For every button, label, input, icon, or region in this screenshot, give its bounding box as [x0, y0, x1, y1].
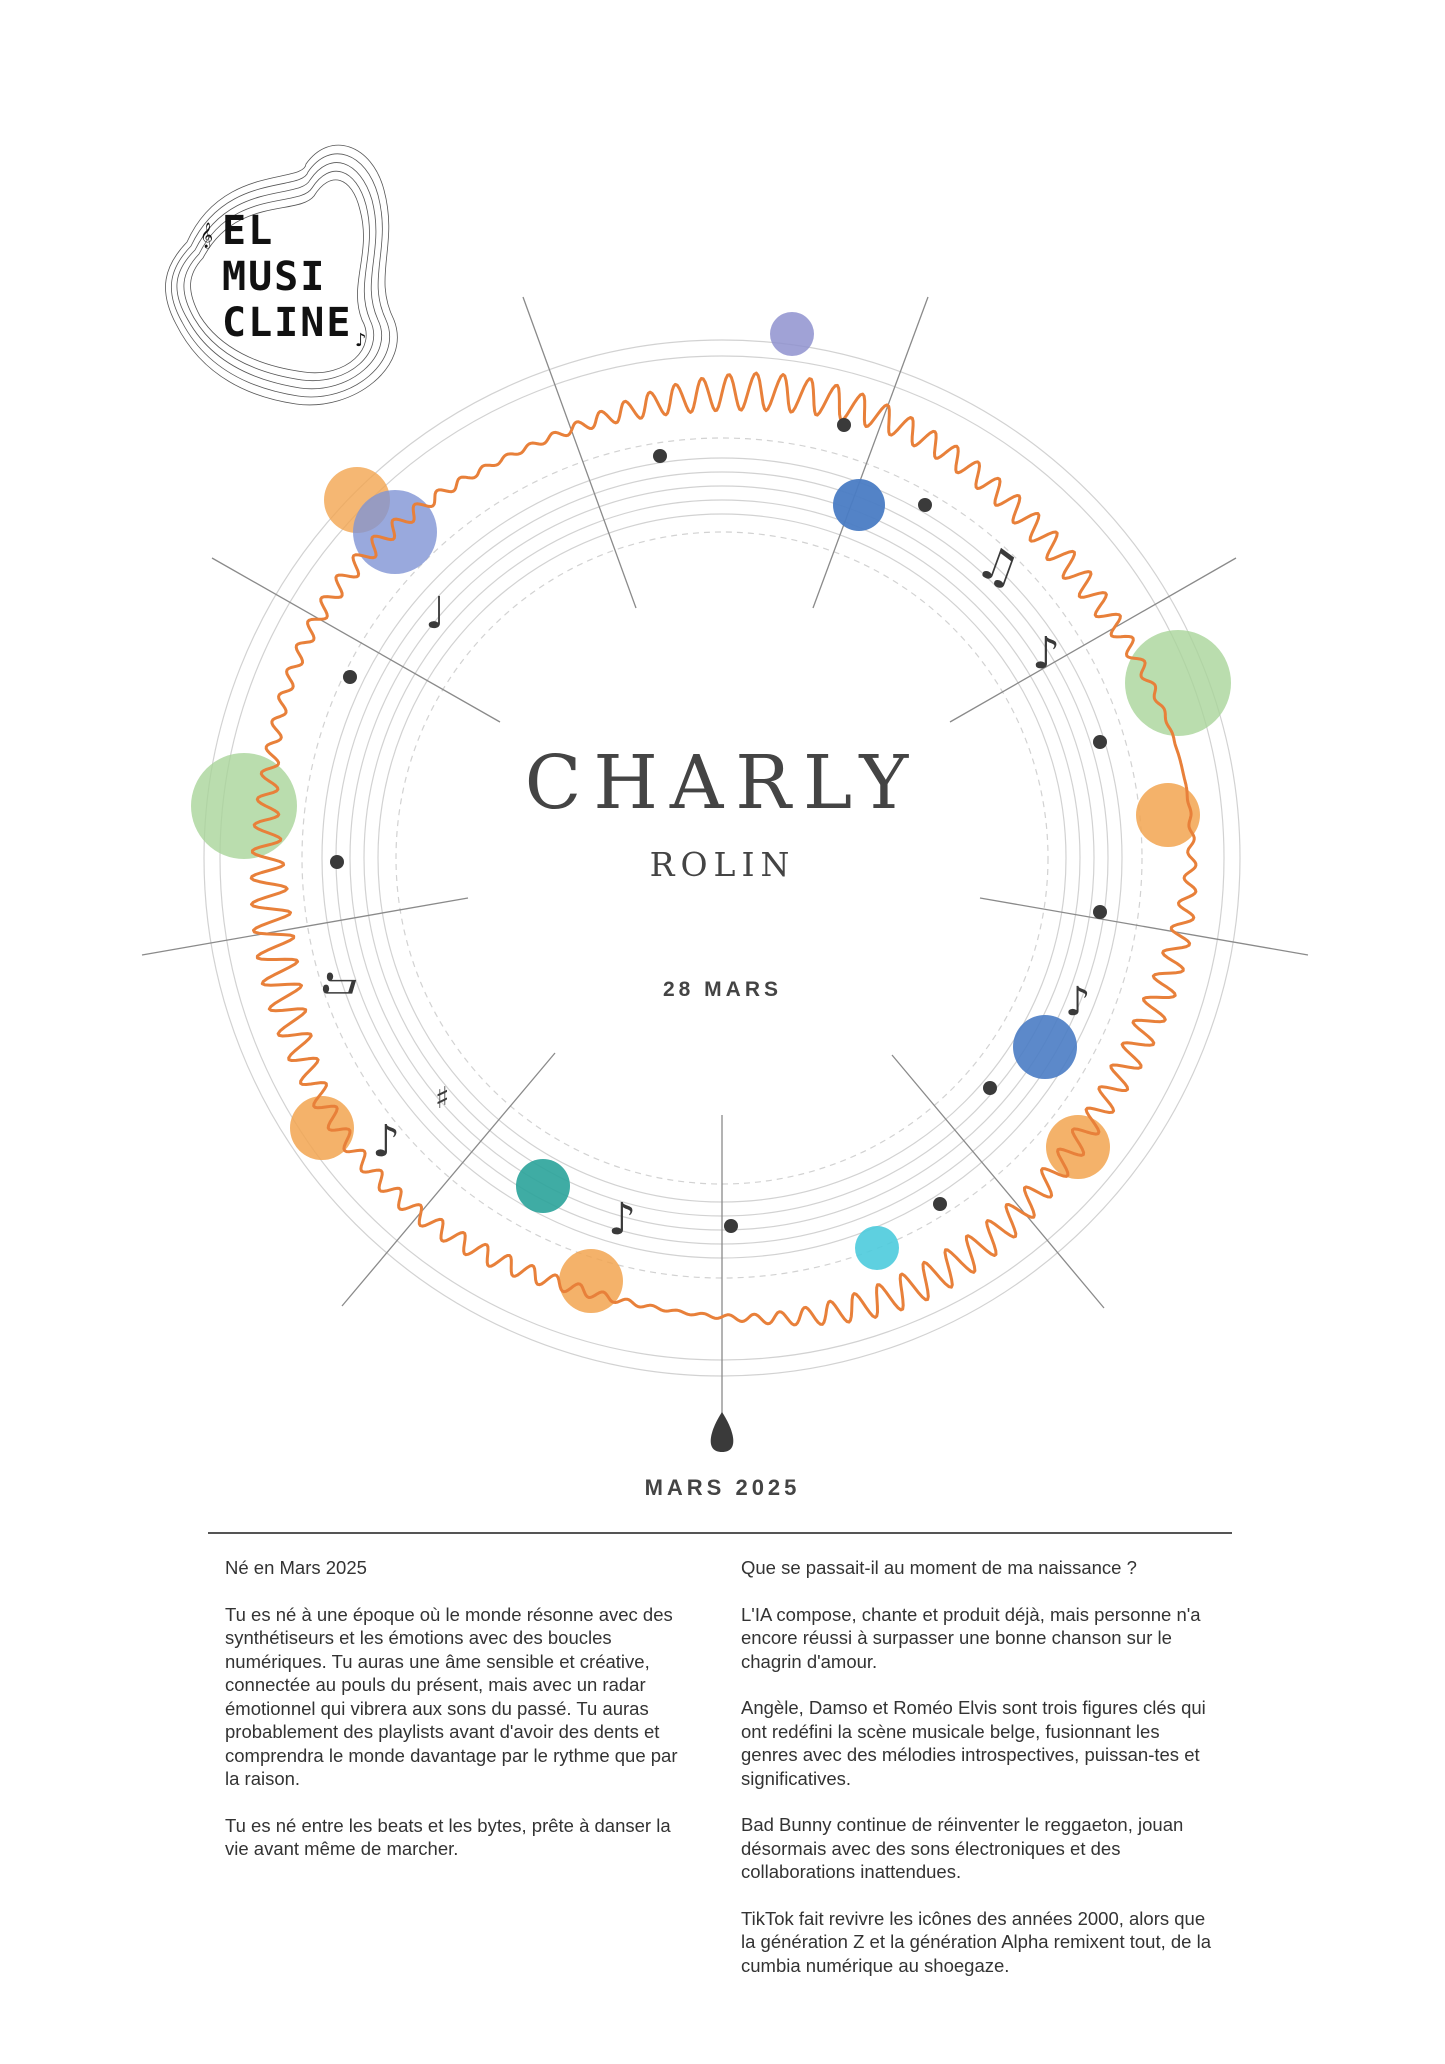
dot [918, 498, 932, 512]
eighth-note-icon: ♪ [608, 1194, 637, 1245]
divider [208, 1532, 1232, 1534]
beamed-notes-icon: ♫ [969, 533, 1027, 598]
right-heading: Que se passait-il au moment de ma naissance ? [741, 1557, 1137, 1578]
right-paragraph: TikTok fait revivre les icônes des années 2000, alors que la génération Z et la génération Alpha remixent tout, de la cumbia numérique au shoegaze. [741, 1907, 1211, 1976]
blob-cyan-bottom [855, 1226, 899, 1270]
blob-orange-bottomright [1046, 1115, 1110, 1179]
left-paragraph: Tu es né entre les beats et les bytes, prête à danser la vie avant même de marcher. [225, 1814, 671, 1859]
month-year: MARS 2025 [644, 1475, 801, 1500]
beamed-notes-icon: ♫ [317, 965, 363, 1001]
sharp-icon: ♯ [435, 1081, 450, 1116]
dot [653, 449, 667, 463]
eighth-note-icon: ♪ [1032, 628, 1061, 679]
dot [837, 418, 851, 432]
dot [983, 1081, 997, 1095]
dot [343, 670, 357, 684]
first-name: CHARLY [524, 740, 921, 826]
location-pin-icon [711, 1412, 734, 1452]
el-musicline-logo [165, 145, 397, 405]
left-heading: Né en Mars 2025 [225, 1557, 367, 1578]
blob-lavender-top [770, 312, 814, 356]
right-paragraph: Bad Bunny continue de réinventer le reggaeton, jouan désormais avec des sons électroniques et des collaborations inattendues. [741, 1814, 1184, 1882]
music-glyphs [317, 533, 1091, 1245]
logo-line-2: MUSI [222, 254, 327, 300]
treble-clef-icon: 𝄞 [200, 223, 214, 248]
dot [1093, 905, 1107, 919]
right-paragraph: Angèle, Damso et Roméo Elvis sont trois figures clés qui ont redéfini la scène musicale belge, fusionnant les genres avec des mélodies introspectives, puissan-tes et significatives. [741, 1697, 1206, 1789]
logo-line-3: CLINE [222, 300, 353, 346]
logo-line-1: EL [222, 208, 275, 254]
birth-date: 28 MARS [662, 978, 783, 1001]
dot [933, 1197, 947, 1211]
blob-teal-bottom [516, 1159, 570, 1213]
eighth-note-icon: ♪ [1065, 979, 1091, 1025]
eighth-note-icon: ♪ [372, 1116, 401, 1167]
right-text-column [741, 1556, 1211, 2000]
left-paragraph: Tu es né à une époque où le monde résonne avec des synthétiseurs et les émotions avec des boucles numériques. Tu auras une âme sensible et créative, connectée au pouls du présent, mais avec un radar émotionnel qui vibrera aux sons du passé. Tu auras probablement des playlists avant d'avoir des dents et comprendra le monde davantage par le rythme que par la raison. [225, 1603, 678, 1789]
dot [724, 1219, 738, 1233]
blob-blue-top [833, 479, 885, 531]
blob-green-right [1125, 630, 1231, 736]
left-text-column [225, 1556, 695, 1884]
small-note-icon: ♪ [355, 330, 367, 351]
last-name: ROLIN [649, 845, 796, 884]
quarter-note-icon: ♩ [425, 588, 446, 639]
right-paragraph: L'IA compose, chante et produit déjà, mais personne n'a encore réussi à surpasser une bonne chanson sur le chagrin d'amour. [741, 1603, 1201, 1672]
